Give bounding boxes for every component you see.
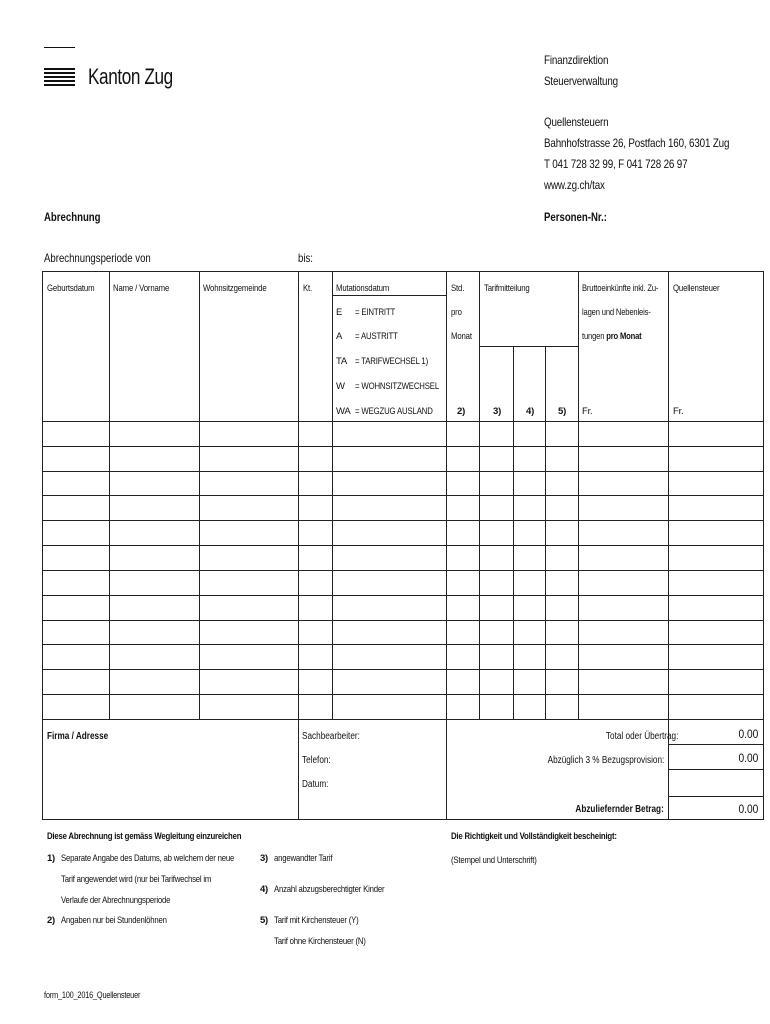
table-cell-field[interactable] — [545, 620, 578, 644]
table-cell-field[interactable] — [668, 620, 763, 644]
provision-label: Abzüglich 3 % Bezugsprovision: — [547, 755, 664, 766]
table-cell-field[interactable] — [446, 620, 479, 644]
person-nr-label: Personen-Nr.: — [544, 210, 607, 224]
table-cell-field[interactable] — [42, 446, 109, 471]
table-cell-field[interactable] — [332, 570, 446, 595]
abzuliefern-value: 0.00 — [738, 802, 758, 816]
table-cell-field[interactable] — [109, 595, 199, 620]
table-cell-field[interactable] — [42, 620, 109, 644]
table-cell-field[interactable] — [479, 495, 513, 520]
table-cell-field[interactable] — [578, 495, 668, 520]
table-cell-field[interactable] — [199, 669, 298, 694]
table-cell-field[interactable] — [578, 644, 668, 669]
table-cell-field[interactable] — [298, 545, 332, 570]
note-text: Tarif mit Kirchensteuer (Y) — [274, 915, 359, 926]
table-cell-field[interactable] — [298, 495, 332, 520]
table-cell-field[interactable] — [513, 545, 545, 570]
table-cell-field[interactable] — [545, 644, 578, 669]
table-cell-field[interactable] — [109, 520, 199, 545]
table-cell-field[interactable] — [109, 694, 199, 719]
table-cell-field[interactable] — [109, 495, 199, 520]
authority-line3: Quellensteuern — [544, 115, 609, 129]
table-cell-field[interactable] — [479, 644, 513, 669]
table-cell-field[interactable] — [545, 520, 578, 545]
mutation-text: = WOHNSITZWECHSEL — [355, 381, 439, 392]
note-text: Verlaufe der Abrechnungsperiode — [61, 895, 171, 906]
table-cell-field[interactable] — [513, 495, 545, 520]
table-cell-field[interactable] — [109, 620, 199, 644]
row-divider — [42, 644, 764, 645]
authority-line4: Bahnhofstrasse 26, Postfach 160, 6301 Zug — [544, 136, 730, 150]
table-cell-field[interactable] — [446, 421, 479, 446]
table-cell-field[interactable] — [479, 694, 513, 719]
table-cell-field[interactable] — [298, 570, 332, 595]
note-text: angewandter Tarif — [274, 853, 333, 864]
table-cell-field[interactable] — [578, 520, 668, 545]
table-cell-field[interactable] — [109, 446, 199, 471]
table-cell-field[interactable] — [479, 446, 513, 471]
total-label: Total oder Übertrag: — [605, 731, 679, 742]
table-cell-field[interactable] — [545, 595, 578, 620]
table-cell-field[interactable] — [199, 694, 298, 719]
col-kt: Kt. — [303, 283, 313, 294]
table-cell-field[interactable] — [42, 595, 109, 620]
table-cell-field[interactable] — [446, 570, 479, 595]
table-cell-field[interactable] — [479, 595, 513, 620]
datum-label: Datum: — [302, 779, 329, 790]
col-std-monat: Monat — [451, 331, 472, 342]
col-brutto-l3-bold: pro Monat — [606, 331, 642, 342]
logo-stripe — [44, 76, 75, 78]
col-brutto-l2: lagen und Nebenleis- — [582, 307, 651, 318]
table-cell-field[interactable] — [513, 694, 545, 719]
certification-heading: Die Richtigkeit und Vollständigkeit bescheinigt: — [451, 831, 617, 842]
col-name: Name / Vorname — [113, 283, 170, 294]
table-cell-field[interactable] — [42, 669, 109, 694]
table-cell-field[interactable] — [513, 644, 545, 669]
table-cell-field[interactable] — [332, 446, 446, 471]
table-cell-field[interactable] — [668, 471, 763, 495]
table-cell-field[interactable] — [109, 669, 199, 694]
form-id: form_100_2016_Quellensteuer — [44, 990, 141, 1000]
table-cell-field[interactable] — [109, 471, 199, 495]
table-cell-field[interactable] — [479, 620, 513, 644]
table-cell-field[interactable] — [298, 421, 332, 446]
col-std-pro: pro — [451, 307, 462, 318]
table-cell-field[interactable] — [545, 495, 578, 520]
table-cell-field[interactable] — [42, 570, 109, 595]
table-cell-field[interactable] — [578, 421, 668, 446]
table-cell-field[interactable] — [513, 471, 545, 495]
table-cell-field[interactable] — [513, 669, 545, 694]
note-number: 4) — [260, 884, 268, 895]
note-ref-4: 4) — [526, 406, 535, 417]
table-cell-field[interactable] — [578, 620, 668, 644]
note-text: Angaben nur bei Stundenlöhnen — [61, 915, 167, 926]
table-cell-field[interactable] — [668, 520, 763, 545]
col-brutto-l1: Bruttoeinkünfte inkl. Zu- — [582, 283, 659, 294]
table-cell-field[interactable] — [545, 421, 578, 446]
row-divider — [42, 570, 764, 571]
logo-stripe — [44, 84, 75, 86]
table-cell-field[interactable] — [332, 495, 446, 520]
table-cell-field[interactable] — [199, 495, 298, 520]
col-quellensteuer: Quellensteuer — [673, 283, 720, 294]
table-cell-field[interactable] — [332, 644, 446, 669]
mutation-code: A — [336, 331, 343, 342]
table-cell-field[interactable] — [298, 471, 332, 495]
logo-stripe — [44, 72, 75, 74]
table-cell-field[interactable] — [668, 669, 763, 694]
table-cell-field[interactable] — [109, 644, 199, 669]
table-cell-field[interactable] — [513, 421, 545, 446]
notes-heading: Diese Abrechnung ist gemäss Wegleitung einzureichen — [47, 831, 242, 842]
table-cell-field[interactable] — [578, 570, 668, 595]
table-cell-field[interactable] — [199, 644, 298, 669]
table-cell-field[interactable] — [668, 545, 763, 570]
table-cell-field[interactable] — [668, 446, 763, 471]
table-cell-field[interactable] — [298, 669, 332, 694]
table-cell-field[interactable] — [42, 495, 109, 520]
table-cell-field[interactable] — [199, 545, 298, 570]
table-cell-field[interactable] — [446, 471, 479, 495]
table-cell-field[interactable] — [332, 545, 446, 570]
table-cell-field[interactable] — [42, 520, 109, 545]
sachbearbeiter-label: Sachbearbeiter: — [302, 731, 360, 742]
col-std: Std. — [451, 283, 465, 294]
table-cell-field[interactable] — [513, 520, 545, 545]
note-number: 2) — [47, 915, 55, 926]
note-number: 5) — [260, 915, 268, 926]
logo-stripe — [44, 68, 75, 70]
table-cell-field[interactable] — [199, 520, 298, 545]
note-text: Anzahl abzugsberechtigter Kinder — [274, 884, 385, 895]
period-label: Abrechnungsperiode von — [44, 251, 151, 265]
table-cell-field[interactable] — [199, 421, 298, 446]
table-cell-field[interactable] — [298, 644, 332, 669]
col-wohnsitz: Wohnsitzgemeinde — [203, 283, 267, 294]
table-cell-field[interactable] — [298, 620, 332, 644]
mutation-text: = AUSTRITT — [355, 331, 398, 342]
table-cell-field[interactable] — [578, 471, 668, 495]
table-cell-field[interactable] — [42, 694, 109, 719]
mutation-text: = TARIFWECHSEL 1) — [355, 356, 429, 367]
table-cell-field[interactable] — [578, 446, 668, 471]
table-cell-field[interactable] — [545, 471, 578, 495]
table-cell-field[interactable] — [42, 545, 109, 570]
col-mutation: Mutationsdatum — [336, 283, 390, 294]
table-cell-field[interactable] — [578, 669, 668, 694]
table-cell-field[interactable] — [479, 421, 513, 446]
note-ref-5: 5) — [558, 406, 567, 417]
total-value: 0.00 — [738, 727, 758, 741]
table-cell-field[interactable] — [446, 595, 479, 620]
abzuliefern-label: Abzuliefernder Betrag: — [575, 804, 664, 815]
table-cell-field[interactable] — [545, 446, 578, 471]
table-cell-field[interactable] — [42, 471, 109, 495]
table-cell-field[interactable] — [479, 471, 513, 495]
row-divider — [42, 545, 764, 546]
table-cell-field[interactable] — [513, 595, 545, 620]
authority-line6: www.zg.ch/tax — [544, 178, 605, 192]
provision-value: 0.00 — [738, 751, 758, 765]
table-cell-field[interactable] — [545, 694, 578, 719]
certification-subtext: (Stempel und Unterschrift) — [451, 855, 537, 866]
note-number: 3) — [260, 853, 268, 864]
note-ref-2: 2) — [457, 406, 466, 417]
authority-line1: Finanzdirektion — [544, 53, 609, 67]
table-cell-field[interactable] — [513, 446, 545, 471]
row-divider — [42, 520, 764, 521]
table-cell-field[interactable] — [446, 446, 479, 471]
table-cell-field[interactable] — [479, 545, 513, 570]
row-divider — [42, 471, 764, 472]
note-number: 1) — [47, 853, 55, 864]
table-cell-field[interactable] — [479, 669, 513, 694]
table-cell-field[interactable] — [199, 620, 298, 644]
col-brutto-l3: tungen — [582, 331, 605, 342]
form-title: Abrechnung — [44, 210, 101, 224]
row-divider — [42, 595, 764, 596]
mutation-code: TA — [336, 356, 348, 367]
authority-line5: T 041 728 32 99, F 041 728 26 97 — [544, 157, 688, 171]
table-cell-field[interactable] — [42, 421, 109, 446]
table-cell-field[interactable] — [545, 570, 578, 595]
table-cell-field[interactable] — [513, 570, 545, 595]
table-cell-field[interactable] — [545, 669, 578, 694]
table-cell-field[interactable] — [109, 570, 199, 595]
table-cell-field[interactable] — [332, 620, 446, 644]
table-cell-field[interactable] — [199, 446, 298, 471]
table-cell-field[interactable] — [332, 421, 446, 446]
table-cell-field[interactable] — [298, 446, 332, 471]
row-divider — [42, 620, 764, 621]
table-cell-field[interactable] — [545, 545, 578, 570]
table-cell-field[interactable] — [578, 694, 668, 719]
row-divider — [42, 669, 764, 670]
table-cell-field[interactable] — [513, 620, 545, 644]
row-divider — [42, 495, 764, 496]
table-cell-field[interactable] — [199, 471, 298, 495]
row-divider — [42, 694, 764, 695]
mutation-code: W — [336, 381, 345, 392]
logo-name: Kanton Zug — [88, 64, 173, 89]
note-text: Tarif angewendet wird (nur bei Tarifwechsel im — [61, 874, 212, 885]
table-cell-field[interactable] — [479, 520, 513, 545]
table-cell-field[interactable] — [479, 570, 513, 595]
authority-line2: Steuerverwaltung — [544, 74, 618, 88]
table-cell-field[interactable] — [446, 694, 479, 719]
period-to-label: bis: — [298, 251, 313, 265]
table-cell-field[interactable] — [578, 595, 668, 620]
col-geburtsdatum: Geburtsdatum — [47, 283, 95, 294]
currency-fr: Fr. — [582, 406, 593, 417]
table-cell-field[interactable] — [298, 595, 332, 620]
table-cell-field[interactable] — [446, 545, 479, 570]
table-cell-field[interactable] — [668, 694, 763, 719]
mutation-text: = WEGZUG AUSLAND — [355, 406, 433, 417]
table-cell-field[interactable] — [446, 644, 479, 669]
table-cell-field[interactable] — [332, 520, 446, 545]
logo-stripe — [44, 80, 75, 82]
table-cell-field[interactable] — [199, 570, 298, 595]
table-cell-field[interactable] — [668, 495, 763, 520]
note-text: Separate Angabe des Datums, ab welchem der neue — [61, 853, 235, 864]
table-cell-field[interactable] — [578, 545, 668, 570]
table-cell-field[interactable] — [298, 694, 332, 719]
table-cell-field[interactable] — [109, 421, 199, 446]
note-ref-3: 3) — [493, 406, 502, 417]
mutation-text: = EINTRITT — [355, 307, 396, 318]
row-divider — [42, 446, 764, 447]
table-cell-field[interactable] — [668, 421, 763, 446]
table-cell-field[interactable] — [332, 669, 446, 694]
table-cell-field[interactable] — [668, 570, 763, 595]
logo-top-rule — [44, 47, 75, 48]
currency-fr: Fr. — [673, 406, 684, 417]
table-cell-field[interactable] — [446, 520, 479, 545]
table-cell-field[interactable] — [668, 644, 763, 669]
telefon-label: Telefon: — [302, 755, 331, 766]
table-cell-field[interactable] — [298, 520, 332, 545]
mutation-code: E — [336, 307, 343, 318]
table-cell-field[interactable] — [668, 595, 763, 620]
col-tarif: Tarifmitteilung — [484, 283, 530, 294]
firma-label: Firma / Adresse — [47, 731, 109, 742]
table-cell-field[interactable] — [199, 595, 298, 620]
table-cell-field[interactable] — [332, 694, 446, 719]
table-cell-field[interactable] — [332, 595, 446, 620]
table-cell-field[interactable] — [446, 669, 479, 694]
table-cell-field[interactable] — [109, 545, 199, 570]
table-cell-field[interactable] — [446, 495, 479, 520]
table-cell-field[interactable] — [42, 644, 109, 669]
table-cell-field[interactable] — [332, 471, 446, 495]
mutation-code: WA — [336, 406, 351, 417]
note-text: Tarif ohne Kirchensteuer (N) — [274, 936, 366, 947]
